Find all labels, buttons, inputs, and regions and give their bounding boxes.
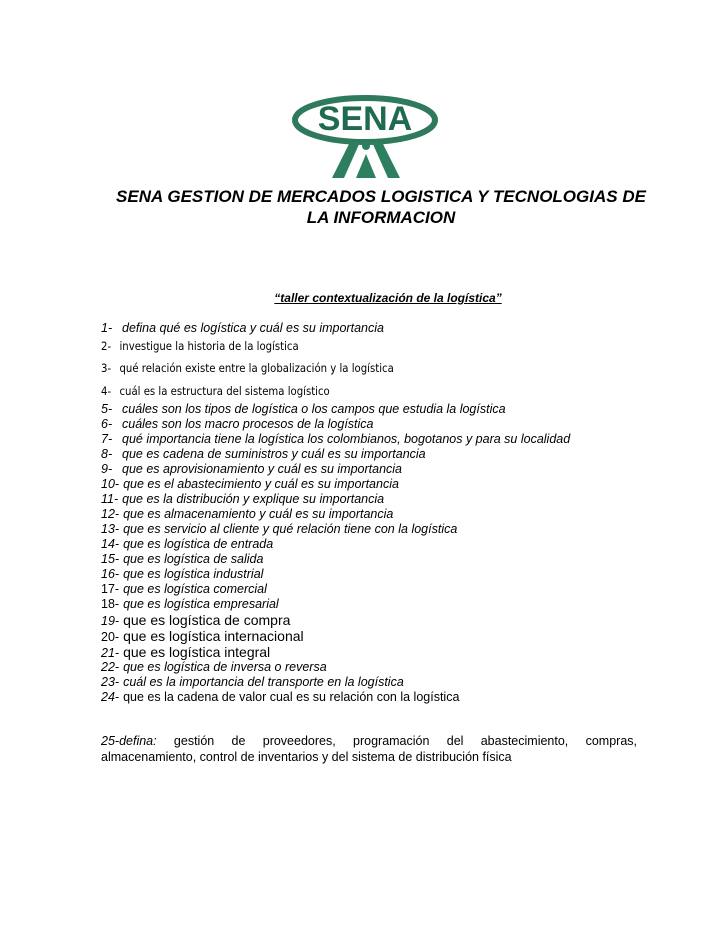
question-text: cuál es la importancia del transporte en la logística xyxy=(123,675,404,689)
question-text: que es servicio al cliente y qué relación tiene con la logística xyxy=(123,522,458,536)
question-text: defina qué es logística y cuál es su importancia xyxy=(122,321,384,335)
svg-text:SENA: SENA xyxy=(317,100,413,138)
question-number: 23- xyxy=(101,675,120,689)
question-item xyxy=(101,380,576,402)
question-text: que es logística integral xyxy=(123,644,271,660)
question-number: 11- xyxy=(101,492,119,506)
question-number: 24- xyxy=(101,690,120,704)
question-number: 13- xyxy=(101,522,120,536)
question-number: 19- xyxy=(101,614,120,628)
question-number: 20- xyxy=(101,630,120,644)
question-item xyxy=(101,432,641,447)
title-line-1: SENA GESTION DE MERCADOS LOGISTICA Y TECNOLOGIAS DE xyxy=(116,187,646,206)
question-item xyxy=(101,597,641,612)
question-text: qué relación existe entre la globalización y la logística xyxy=(119,361,394,375)
definition-label: 25-defina: xyxy=(101,734,157,748)
question-item xyxy=(101,447,641,462)
question-number: 1- xyxy=(101,321,113,335)
question-item xyxy=(101,356,576,380)
question-text: que es logística de salida xyxy=(123,552,264,566)
question-text: que es logística de entrada xyxy=(123,537,274,551)
question-item xyxy=(101,492,641,507)
question-text: que es logística internacional xyxy=(123,628,304,644)
workshop-subtitle: “taller contextualización de la logística” xyxy=(274,291,502,305)
question-number: 3- xyxy=(101,361,112,375)
question-text: que es la cadena de valor cual es su relación con la logística xyxy=(123,690,460,704)
question-number: 18- xyxy=(101,597,120,611)
question-item xyxy=(101,582,641,597)
definition-text: gestión de proveedores, programación del abastecimiento, compras, almacenamiento, control de inventarios y del sistema de distribución física xyxy=(101,734,637,764)
question-number: 15- xyxy=(101,552,120,566)
question-item xyxy=(101,402,641,417)
question-text: que es aprovisionamiento y cuál es su importancia xyxy=(122,462,403,476)
question-number: 6- xyxy=(101,417,113,431)
sena-logo xyxy=(292,80,438,180)
question-number: 7- xyxy=(101,432,113,446)
document-title xyxy=(90,186,672,228)
question-item xyxy=(101,660,641,675)
question-item xyxy=(101,612,641,628)
question-number: 9- xyxy=(101,462,113,476)
question-text: que es logística comercial xyxy=(123,582,267,596)
question-item xyxy=(101,675,641,690)
question-item xyxy=(101,522,641,537)
question-list xyxy=(101,321,641,705)
question-number: 2- xyxy=(101,339,112,353)
question-item xyxy=(101,336,576,356)
question-number: 10- xyxy=(101,477,120,491)
question-number: 5- xyxy=(101,402,113,416)
title-line-2: LA INFORMACION xyxy=(306,208,456,227)
question-text: que es almacenamiento y cuál es su importancia xyxy=(123,507,394,521)
question-text: que es logística de compra xyxy=(123,612,291,628)
question-text: que es logística industrial xyxy=(123,567,264,581)
question-item xyxy=(101,644,641,660)
question-text: que es cadena de suministros y cuál es su importancia xyxy=(122,447,426,461)
question-item xyxy=(101,417,641,432)
question-item xyxy=(101,628,641,644)
question-number: 4- xyxy=(101,384,112,398)
question-text: que es logística empresarial xyxy=(123,597,279,611)
question-item xyxy=(101,462,641,477)
question-item xyxy=(101,507,641,522)
question-number: 14- xyxy=(101,537,120,551)
question-text: que es logística de inversa o reversa xyxy=(123,660,327,674)
question-text: cuál es la estructura del sistema logístico xyxy=(119,384,330,398)
question-item xyxy=(101,567,641,582)
question-text: cuáles son los tipos de logística o los campos que estudia la logística xyxy=(122,402,506,416)
question-text: que es el abastecimiento y cuál es su importancia xyxy=(123,477,399,491)
question-text: cuáles son los macro procesos de la logística xyxy=(122,417,374,431)
question-number: 8- xyxy=(101,447,113,461)
definition-paragraph xyxy=(101,733,637,765)
question-item xyxy=(101,477,641,492)
question-item xyxy=(101,321,641,336)
question-item xyxy=(101,537,641,552)
question-item xyxy=(101,690,641,705)
question-text: investigue la historia de la logística xyxy=(119,339,299,353)
question-text: que es la distribución y explique su importancia xyxy=(122,492,385,506)
question-number: 17- xyxy=(101,582,120,596)
question-item xyxy=(101,552,641,567)
question-number: 21- xyxy=(101,646,120,660)
question-number: 16- xyxy=(101,567,120,581)
question-text: qué importancia tiene la logística los colombianos, bogotanos y para su localidad xyxy=(122,432,571,446)
question-number: 12- xyxy=(101,507,120,521)
question-number: 22- xyxy=(101,660,120,674)
